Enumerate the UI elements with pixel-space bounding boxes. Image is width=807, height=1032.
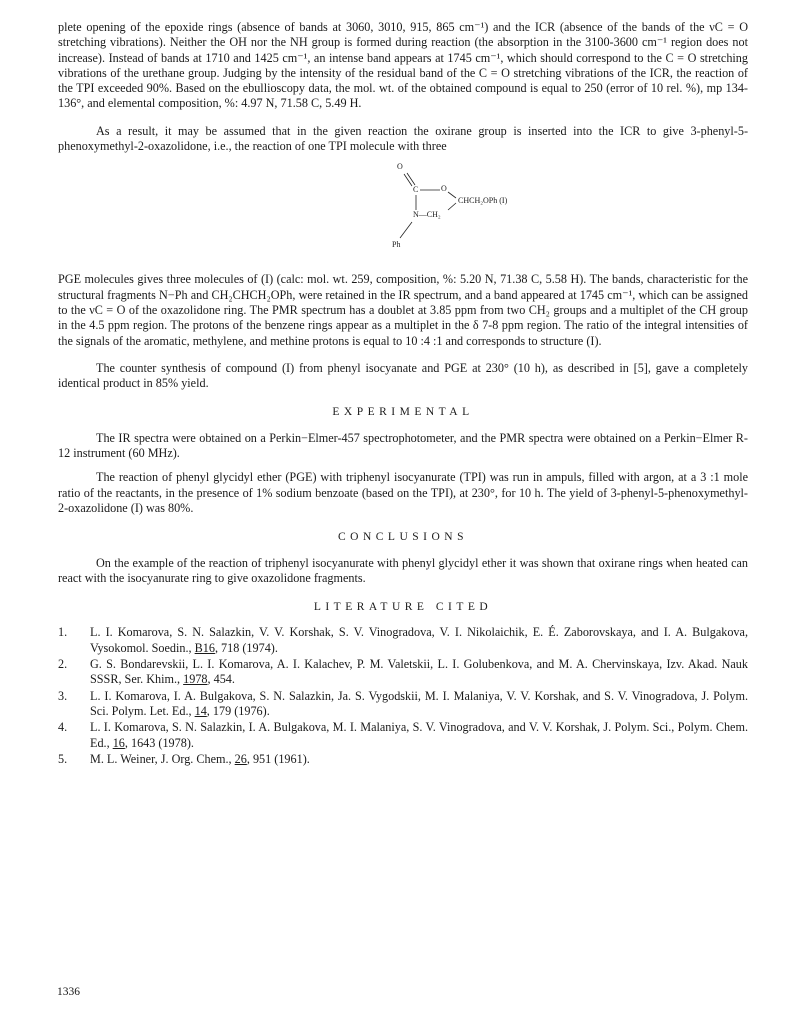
body-paragraph-3: PGE molecules gives three molecules of (I) (calc: mol. wt. 259, composition, %: 5.20 N, 71.38 C, 5.58 H). The bands, characteristic for the structural fragments N−Ph and CH₂CHCH₂OPh, were retained in the IR spectrum, and a band appeared at 1745 cm⁻¹, which can be assigned to the νC = O of the oxazolidone ring. The PMR spectrum has a doublet at 3.85 ppm from two CH₂ groups and a multiplet of the CH group in the 4.5 ppm region. The protons of the benzene rings appear as a multiplet in the δ 7-8 ppm region. The ratio of the integral intensities of the signals of the aromatic, methylene, and methine protons is equal to 10 :4 :1 and corresponds to structure (I). bbox=[58, 272, 748, 348]
experimental-paragraph-2: The reaction of phenyl glycidyl ether (PGE) with triphenyl isocyanurate (TPI) was run in ampuls, filled with argon, at a 3 :1 mole ratio of the reactants, in the presence of 1% sodium benzoate (based on the TPI), at 230°, for 10 h. The yield of 3-phenyl-5-phenoxymethyl-2-oxazolidone (I) was 80%. bbox=[58, 470, 748, 515]
reference-number: 1. bbox=[58, 625, 68, 640]
experimental-heading: EXPERIMENTAL bbox=[332, 406, 474, 419]
reference-text: G. S. Bondarevskii, L. I. Komarova, A. I. Kalachev, P. M. Valetskii, L. I. Golubenkova, and M. A. Chervinskaya, Izv. Akad. Nauk SSSR, Ser. Khim., 1978, 454. bbox=[90, 657, 748, 687]
reference-item bbox=[58, 689, 748, 720]
reference-text: L. I. Komarova, S. N. Salazkin, I. A. Bulgakova, M. I. Malaniya, S. V. Vinogradova, and V. V. Korshak, J. Polym. Sci., Polym. Chem. Ed., 16, 1643 (1978). bbox=[90, 720, 748, 750]
reference-number: 3. bbox=[58, 688, 68, 703]
body-paragraph-1: plete opening of the epoxide rings (absence of bands at 3060, 3010, 915, 865 cm⁻¹) and the ICR (absence of the bands of the νC = O stretching vibrations). Neither the OH nor the NH group is formed during reaction (the absorption in the 3100-3600 cm⁻¹ region does not increase). Instead of bands at 1710 and 1425 cm⁻¹, an intense band appears at 1745 cm⁻¹, which should correspond to the C = O stretching vibrations of the urethane group. Judging by the intensity of the residual band of the C = O stretching vibrations of the ICR, the reaction of the TPI exceeded 90%. Based on the ebullioscopy data, the mol. wt. of the obtained compound is equal to 250 (error of 10 rel. %), mp 134-136°, and elemental composition, %: 4.97 N, 71.58 C, 5.49 H. bbox=[58, 20, 748, 111]
reference-number: 5. bbox=[58, 751, 68, 766]
reference-item bbox=[58, 625, 748, 656]
page-content bbox=[58, 20, 748, 768]
reference-text: L. I. Komarova, S. N. Salazkin, V. V. Korshak, S. V. Vinogradova, V. I. Nikolaichik, E. É. Zaborovskaya, and I. A. Bulgakova, Vysokomol. Soedin., B16, 718 (1974). bbox=[90, 625, 748, 655]
chemical-structure bbox=[58, 160, 748, 272]
structure-substituent: CHCH₂OPh (I) bbox=[458, 196, 508, 206]
reference-number: 2. bbox=[58, 657, 68, 672]
structure-oxygen-top: O bbox=[397, 162, 403, 172]
structure-bonds bbox=[378, 160, 578, 272]
body-paragraph-4: The counter synthesis of compound (I) from phenyl isocyanate and PGE at 230° (10 h), as described in [5], gave a completely identical product in 85% yield. bbox=[58, 360, 748, 391]
conclusions-text: On the example of the reaction of triphenyl isocyanurate with phenyl glycidyl ether it was shown that oxirane rings when heated can react with the isocyanurate ring to give oxazolidone fragments. bbox=[58, 555, 748, 585]
literature-heading: LITERATURE CITED bbox=[313, 601, 493, 614]
reference-list bbox=[58, 625, 748, 767]
reference-text: M. L. Weiner, J. Org. Chem., 26, 951 (1961). bbox=[90, 751, 310, 766]
structure-carbon: C bbox=[413, 185, 419, 195]
reference-item bbox=[58, 657, 748, 688]
structure-oxygen-ring: O bbox=[441, 184, 447, 194]
structure-phenyl: Ph bbox=[392, 240, 401, 250]
reference-item bbox=[58, 752, 748, 767]
structure-n-ch2: N—CH₂ bbox=[413, 210, 441, 220]
reference-text: L. I. Komarova, I. A. Bulgakova, S. N. Salazkin, Ja. S. Vygodskii, M. I. Malaniya, V. V. Korshak, and S. V. Vinogradova, J. Polym. Sci. Polym. Let. Ed., 14, 179 (1976). bbox=[90, 688, 748, 718]
page-number: 1336 bbox=[57, 986, 80, 998]
reference-item bbox=[58, 720, 748, 751]
body-paragraph-2: As a result, it may be assumed that in the given reaction the oxirane group is inserted into the ICR to give 3-phenyl-5-phenoxymethyl-2-oxazolidone, i.e., the reaction of one TPI molecule with three bbox=[58, 123, 748, 154]
experimental-paragraph-1: The IR spectra were obtained on a Perkin−Elmer-457 spectrophotometer, and the PMR spectra were obtained on a Perkin−Elmer R-12 instrument (60 MHz). bbox=[58, 430, 748, 461]
reference-number: 4. bbox=[58, 720, 68, 735]
conclusions-heading: CONCLUSIONS bbox=[337, 531, 468, 544]
